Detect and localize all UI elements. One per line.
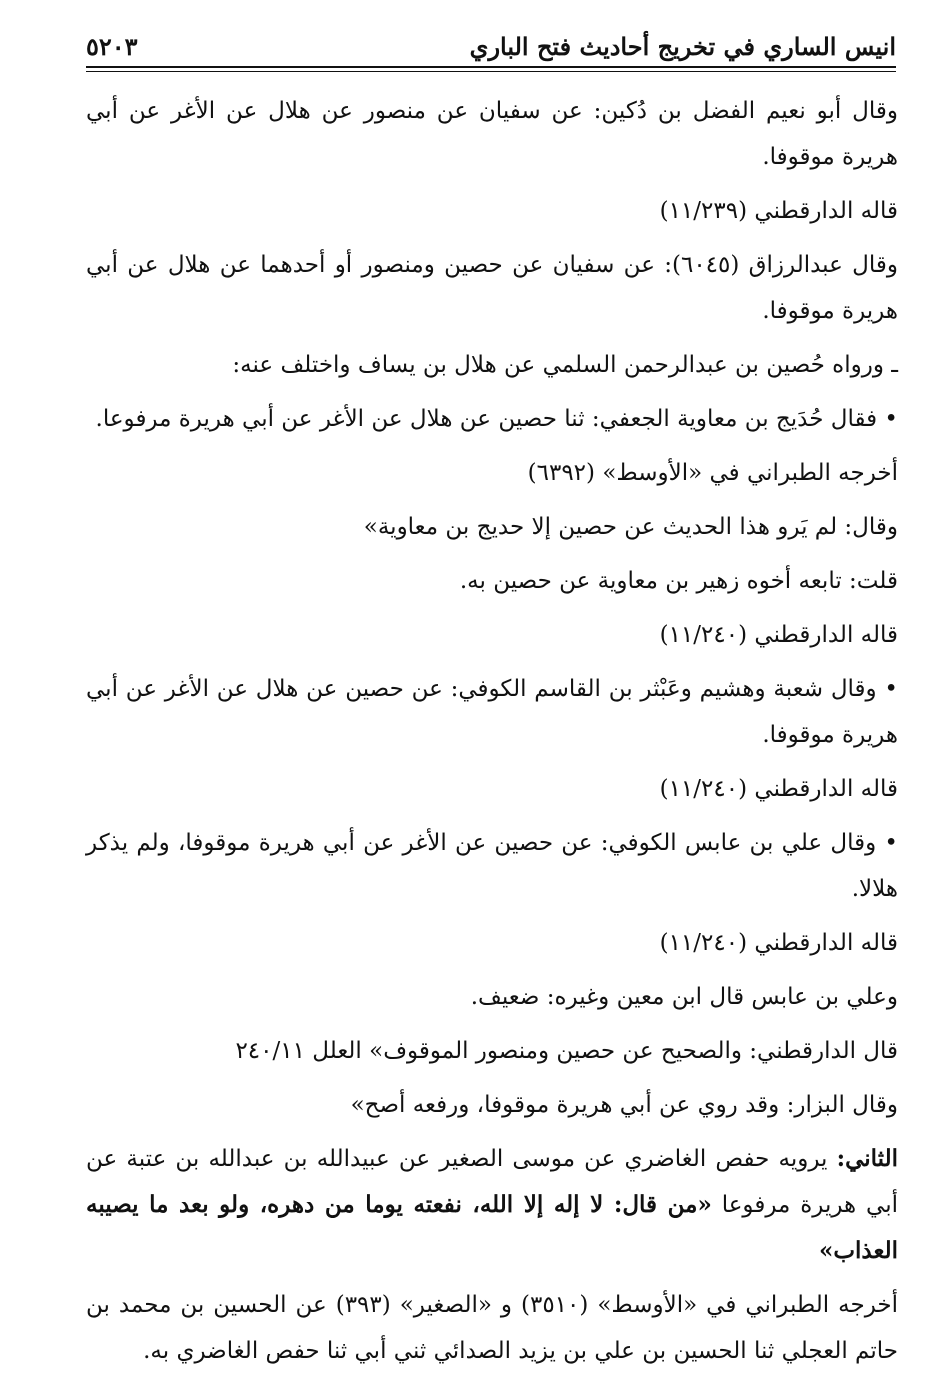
paragraph: قلت: تابعه أخوه زهير بن معاوية عن حصين به. — [459, 568, 898, 594]
running-header — [86, 28, 896, 68]
header-rule-thick — [86, 66, 896, 68]
paragraph: وقال عبدالرزاق (٦٠٤٥): عن سفيان عن حصين ومنصور أو أحدهما عن هلال عن أبي هريرة موقوفا. — [86, 252, 898, 324]
paragraph: قال الدارقطني: والصحيح عن حصين ومنصور الموقوف» العلل ٢٤٠/١١ — [235, 1038, 898, 1064]
paragraph: وقال البزار: وقد روي عن أبي هريرة موقوفا، ورفعه أصح» — [350, 1092, 898, 1118]
paragraph: وقال: لم يَرو هذا الحديث عن حصين إلا حديج بن معاوية» — [363, 514, 898, 540]
hadith-quote: «من قال: لا إله إلا الله، نفعته يوما من دهره، ولو بعد ما يصيبه العذاب» — [86, 1191, 898, 1264]
paragraph: قاله الدارقطني (١١/٢٤٠) — [659, 776, 898, 802]
paragraph-text: يرويه حفص الغاضري عن موسى الصغير عن عبيدالله بن عبدالله بن عتبة عن أبي هريرة مرفوعا — [86, 1146, 899, 1218]
paragraph: أخرجه الطبراني في «الأوسط» (٦٣٩٢) — [527, 460, 898, 486]
paragraph: • وقال علي بن عابس الكوفي: عن حصين عن الأغر عن أبي هريرة موقوفا، ولم يذكر هلالا. — [86, 830, 898, 902]
paragraph: ـ ورواه حُصين بن عبدالرحمن السلمي عن هلال بن يساف واختلف عنه: — [232, 352, 898, 378]
paragraph: قاله الدارقطني (١١/٢٣٩) — [659, 198, 898, 224]
paragraph: • وقال شعبة وهشيم وعَبْثر بن القاسم الكوفي: عن حصين عن هلال عن الأغر عن أبي هريرة موقوفا. — [86, 676, 898, 748]
page-body — [86, 88, 898, 1382]
header-rule-thin — [86, 71, 896, 72]
paragraph: • فقال حُدَيج بن معاوية الجعفي: ثنا حصين عن هلال عن الأغر عن أبي هريرة مرفوعا. — [95, 406, 898, 432]
paragraph: وعلي بن عابس قال ابن معين وغيره: ضعيف. — [470, 984, 898, 1010]
paragraph-second-route — [86, 1136, 898, 1274]
book-title: انيس الساري في تخريج أحاديث فتح الباري — [469, 32, 896, 61]
paragraph: وقال أبو نعيم الفضل بن دُكين: عن سفيان عن منصور عن هلال عن الأغر عن أبي هريرة موقوفا. — [86, 98, 898, 170]
paragraph: أخرجه الطبراني في «الأوسط» (٣٥١٠) و «الصغير» (٣٩٣) عن الحسين بن محمد بن حاتم العجلي ثنا الحسين بن علي بن يزيد الصدائي ثني أبي ثنا حفص الغاضري به. — [86, 1292, 899, 1364]
paragraph: قاله الدارقطني (١١/٢٤٠) — [659, 930, 898, 956]
paragraph: قاله الدارقطني (١١/٢٤٠) — [659, 622, 898, 648]
section-lead: الثاني: — [836, 1145, 898, 1172]
page-number: ٥٢٠٣ — [86, 32, 138, 61]
